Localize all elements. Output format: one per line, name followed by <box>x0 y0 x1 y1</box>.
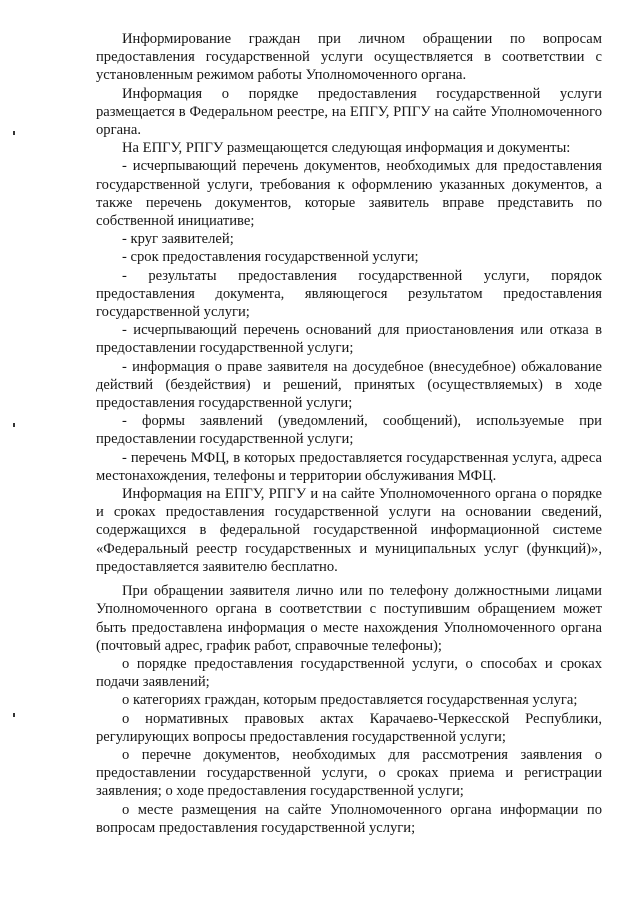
list-item: о категориях граждан, которым предоставляется государственная услуга; <box>122 692 578 709</box>
list-item: - информация о праве заявителя на досудебное (внесудебное) обжалование действий (бездействия) и решений, принятых (осуществляемых) в ходе предоставления государственной услуги; <box>96 358 602 412</box>
paragraph: Информирование граждан при личном обращении по вопросам предоставления государственной услуги осуществляется в соответствии с установленным режимом работы Уполномоченного органа. <box>96 31 602 84</box>
list-item: - формы заявлений (уведомлений, сообщений), используемые при предоставлении государственной услуги; <box>96 413 602 448</box>
paragraph: Информация на ЕПГУ, РПГУ и на сайте Уполномоченного органа о порядке и сроках предоставления государственной услуги на основании сведений, содержащихся в федеральной государственной информационной системе «Федеральный реестр государственных и муниципальных услуг (функций)», предоставляется заявителю бесплатно. <box>96 486 602 575</box>
list-item: - перечень МФЦ, в которых предоставляется государственная услуга, адреса местонахождения, телефоны и территории обслуживания МФЦ. <box>96 449 602 484</box>
list-item: - исчерпывающий перечень оснований для приостановления или отказа в предоставлении государственной услуги; <box>96 322 602 357</box>
paragraph: На ЕПГУ, РПГУ размещающется следующая информация и документы: <box>122 140 571 157</box>
paragraph: Информация о порядке предоставления государственной услуги размещается в Федеральном реестре, на ЕПГУ, РПГУ на сайте Уполномоченного органа. <box>96 85 602 139</box>
list-item: - срок предоставления государственной услуги; <box>122 249 419 266</box>
paragraph: При обращении заявителя лично или по телефону должностными лицами Уполномоченного органа в соответствии с поступившим обращением может быть предоставлена информация о месте нахождения Уполномоченного органа (почтовый адрес, график работ, справочные телефоны); <box>96 583 602 654</box>
list-item: - круг заявителей; <box>122 231 234 248</box>
list-item: о месте размещения на сайте Уполномоченного органа информации по вопросам предоставления государственной услуги; <box>96 801 602 836</box>
document-body <box>96 30 602 837</box>
scan-mark <box>13 131 15 135</box>
list-item: - результаты предоставления государственной услуги, порядок предоставления документа, являющегося результатом предоставления государственной услуги; <box>96 267 602 321</box>
list-item: о нормативных правовых актах Карачаево-Черкесской Республики, регулирующих вопросы предоставления государственной услуги; <box>96 710 602 745</box>
list-item: - исчерпывающий перечень документов, необходимых для предоставления государственной услуги, требования к оформлению указанных документов, а также перечень документов, которые заявитель вправе представить по собственной инициативе; <box>96 158 602 230</box>
scan-mark <box>13 423 15 427</box>
list-item: о перечне документов, необходимых для рассмотрения заявления о предоставлении государственной услуги, о сроках приема и регистрации заявления; о ходе предоставления государственной услуги; <box>96 746 602 800</box>
list-item: о порядке предоставления государственной услуги, о способах и сроках подачи заявлений; <box>96 655 602 691</box>
scan-mark <box>13 713 15 717</box>
